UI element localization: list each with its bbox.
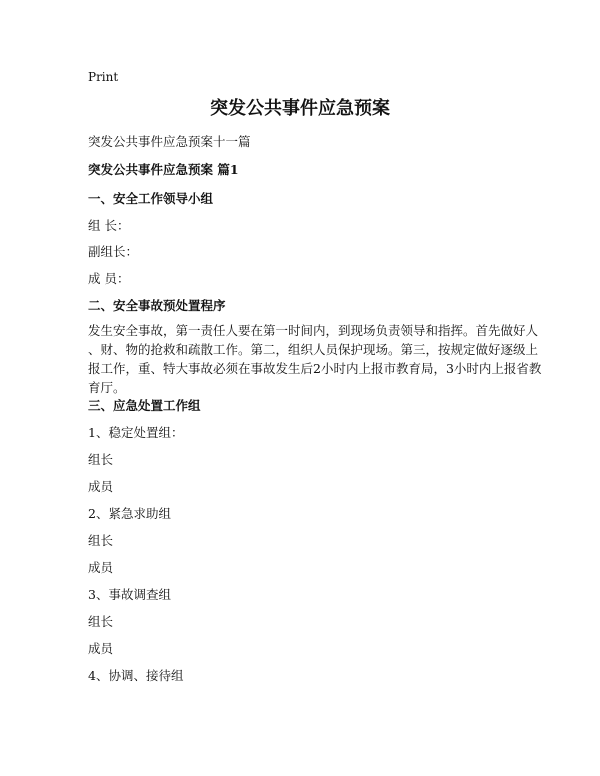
print-link[interactable]: Print [88,70,119,84]
section-title: 突发公共事件应急预案 篇1 [88,162,239,177]
paragraph-line: 发生安全事故，第一责任人要在第一时间内，到现场负责领导和指挥。首先做好人 [88,323,539,338]
group3-members: 成员 [88,641,114,656]
deputy-line: 副组长： [88,244,139,259]
group3-leader: 组长 [88,614,114,629]
page-title: 突发公共事件应急预案 [210,98,390,119]
paragraph-line: 报工作，重、特大事故必须在事故发生后2小时内上报市教育局，3小时内上报省教 [88,361,542,376]
procedure-paragraph [88,321,542,397]
group2-leader: 组长 [88,533,114,548]
members-line: 成 员： [88,271,130,286]
group1-leader: 组长 [88,452,114,467]
heading-leadership-group: 一、安全工作领导小组 [88,191,214,206]
paragraph-line: 育厅。 [88,380,126,395]
group-stability: 1、稳定处置组： [88,425,184,440]
doc-subtitle: 突发公共事件应急预案十一篇 [88,134,251,149]
group-coordination: 4、协调、接待组 [88,668,184,683]
heading-emergency-groups: 三、应急处置工作组 [88,398,201,413]
group-investigation: 3、事故调查组 [88,587,171,602]
group1-members: 成员 [88,479,114,494]
group2-members: 成员 [88,560,114,575]
heading-accident-procedure: 二、安全事故预处置程序 [88,298,226,313]
paragraph-line: 、财、物的抢救和疏散工作。第二，组织人员保护现场。第三，按规定做好逐级上 [88,342,539,357]
group-rescue: 2、紧急求助组 [88,506,171,521]
leader-line: 组 长： [88,218,130,233]
